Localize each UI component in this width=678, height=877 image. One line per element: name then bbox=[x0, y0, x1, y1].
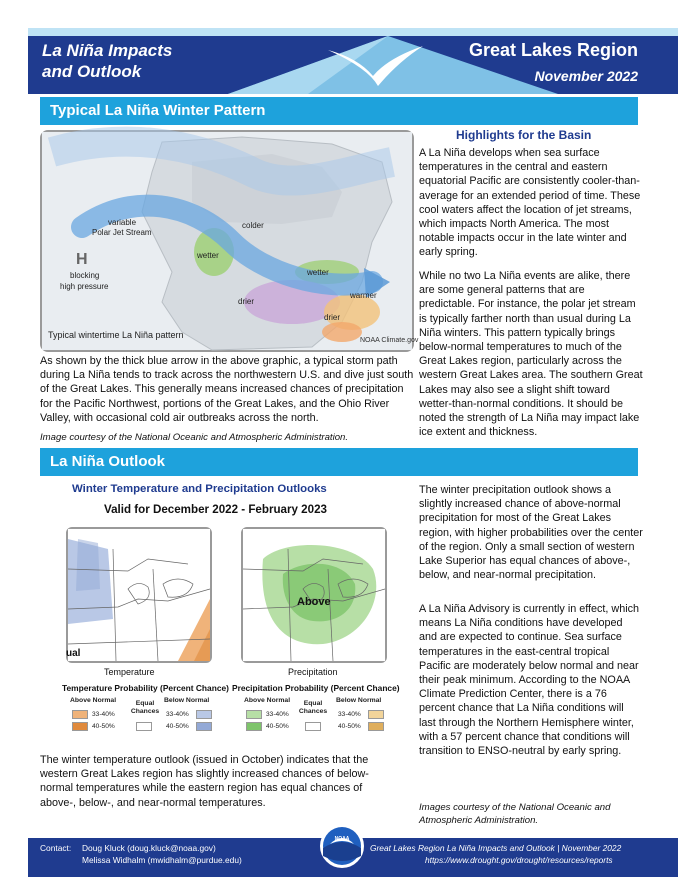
section-bar-winter-pattern: Typical La Niña Winter Pattern bbox=[40, 97, 638, 125]
temp-map-label: ual bbox=[66, 648, 81, 659]
precip-swatch-below-high bbox=[368, 722, 384, 731]
temperature-map-graphic bbox=[68, 529, 210, 661]
map-label-jet-2: Polar Jet Stream bbox=[92, 228, 152, 237]
map-credit: NOAA Climate.gov bbox=[360, 337, 419, 344]
highlights-paragraph-2: While no two La Niña events are alike, there are some general patterns that are predictable. For instance, the polar jet stream is typically farther north than usual during La Niña winters. This pattern typically brings below-normal temperatures to much of the Great Lakes region, particularly across the western Great Lakes area. The southern Great Lakes may also see a slight shift toward wetter-than-normal conditions. It should be noted the strength of La Niña may impact lake ice extent and thickness. bbox=[419, 270, 643, 439]
precip-legend-title: Precipitation Probability (Percent Chance) bbox=[232, 683, 400, 693]
temp-swatch-label-1: 33-40% bbox=[92, 711, 115, 718]
section-bar-outlook: La Niña Outlook bbox=[40, 448, 638, 476]
noaa-logo-icon bbox=[322, 826, 362, 866]
precip-swatch-label-3: 33-40% bbox=[338, 711, 361, 718]
map-label-wetter-west: wetter bbox=[197, 251, 219, 260]
map-label-warmer: warmer bbox=[350, 291, 377, 300]
header-top-stripe bbox=[28, 28, 678, 36]
precip-swatch-label-4: 40-50% bbox=[338, 723, 361, 730]
precip-outlook-paragraph-2: A La Niña Advisory is currently in effect, which means La Niña conditions have developed and are expected to continue. Sea surface temperatures in the east-central tropical Pacific are moderately below normal and near their peak minimum. According to the NOAA Climate Prediction Center, there is a 76 percent chance that La Niña conditions will last through the Northern Hemisphere winter, with a 57 percent chance that conditions will transition to ENSO-neutral by early spring. bbox=[419, 603, 640, 758]
precip-legend-equal: Equal Chances bbox=[298, 700, 328, 715]
temp-swatch-label-2: 40-50% bbox=[92, 723, 115, 730]
precip-swatch-above-high bbox=[246, 722, 262, 731]
map-label-colder: colder bbox=[242, 221, 264, 230]
la-nina-pattern-map bbox=[40, 130, 419, 352]
map-label-jet: variable bbox=[108, 218, 137, 227]
precipitation-map-graphic bbox=[243, 529, 385, 661]
map-label-drier-1: drier bbox=[238, 297, 255, 306]
contact-label: Contact: bbox=[40, 843, 72, 853]
image-credit-1: Image courtesy of the National Oceanic and Atmospheric Administration. bbox=[40, 432, 349, 443]
map-label-high-1: blocking bbox=[70, 271, 100, 280]
contact-melissa[interactable]: Melissa Widhalm (mwidhalm@purdue.edu) bbox=[82, 855, 242, 865]
map-label-wetter-east: wetter bbox=[307, 268, 329, 277]
noaa-logo bbox=[320, 824, 364, 868]
map-label-drier-2: drier bbox=[324, 313, 341, 322]
outlook-title: Winter Temperature and Precipitation Outlooks bbox=[72, 483, 327, 495]
highlights-paragraph-1: A La Niña develops when sea surface temperatures in the central and eastern equatorial Pacific are consistently cooler-than-average for an extended period of time. These cool waters affect the location of jet streams, which impacts North America. The most notable impacts occur in the late winter and early spring. bbox=[419, 147, 641, 259]
temp-swatch-below-low bbox=[196, 710, 212, 719]
precip-swatch-label-2: 40-50% bbox=[266, 723, 289, 730]
precip-swatch-above-low bbox=[246, 710, 262, 719]
temp-map-caption: Temperature bbox=[104, 667, 155, 677]
page-footer bbox=[28, 838, 678, 877]
valid-period: Valid for December 2022 - February 2023 bbox=[104, 503, 327, 516]
precip-map-label: Above bbox=[297, 596, 331, 608]
report-date: November 2022 bbox=[534, 68, 638, 84]
precip-swatch-below-low bbox=[368, 710, 384, 719]
highlights-title: Highlights for the Basin bbox=[456, 128, 592, 142]
precip-legend-below: Below Normal bbox=[336, 697, 382, 704]
precip-map-caption: Precipitation bbox=[288, 667, 338, 677]
footer-report-title: Great Lakes Region La Niña Impacts and Outlook | November 2022 bbox=[370, 843, 622, 853]
temp-legend-above: Above Normal bbox=[70, 697, 117, 704]
temp-swatch-label-3: 33-40% bbox=[166, 711, 189, 718]
temp-legend-title: Temperature Probability (Percent Chance) bbox=[62, 683, 229, 693]
footer-report-url[interactable]: https://www.drought.gov/drought/resources/reports bbox=[425, 855, 613, 865]
temp-swatch-below-high bbox=[196, 722, 212, 731]
temp-swatch-equal bbox=[136, 722, 152, 731]
temp-legend-equal: Equal Chances bbox=[130, 700, 160, 715]
precip-legend-above: Above Normal bbox=[244, 697, 291, 704]
map-label-high-2: high pressure bbox=[60, 282, 109, 291]
temp-swatch-label-4: 40-50% bbox=[166, 723, 189, 730]
map-label-high-letter: H bbox=[76, 251, 88, 268]
map-caption: Typical wintertime La Niña pattern bbox=[48, 330, 184, 340]
precip-outlook-paragraph-1: The winter precipitation outlook shows a slightly increased chance of above-normal precipitation for most of the Great Lakes region, with higher probabilities over the center of the region. Only a small section of western Lake Superior has equal chances of above-, below, and near-normal precipitation. bbox=[419, 484, 643, 582]
contact-doug[interactable]: Doug Kluck (doug.kluck@noaa.gov) bbox=[82, 843, 216, 853]
region-title: Great Lakes Region bbox=[468, 40, 638, 60]
svg-text:NOAA: NOAA bbox=[334, 836, 350, 842]
storm-path-text: As shown by the thick blue arrow in the above graphic, a typical storm path during La Niña tends to track across the northwestern U.S. and dive just south of the Great Lakes. This generally means increased chances of precipitation for the Pacific Northwest, portions of the Great Lakes, and the Ohio River Valley, with occasional cold air outbreaks across the north. bbox=[40, 355, 414, 424]
precip-swatch-equal bbox=[305, 722, 321, 731]
precipitation-outlook-map bbox=[241, 527, 387, 663]
precip-swatch-label-1: 33-40% bbox=[266, 711, 289, 718]
page-title: La Niña Impacts and Outlook bbox=[42, 41, 173, 81]
temp-legend-below: Below Normal bbox=[164, 697, 210, 704]
image-credit-2: Images courtesy of the National Oceanic and Atmospheric Administration. bbox=[419, 802, 611, 826]
temperature-outlook-map bbox=[66, 527, 212, 663]
page-header bbox=[28, 28, 678, 94]
temp-swatch-above-low bbox=[72, 710, 88, 719]
temperature-outlook-text: The winter temperature outlook (issued in October) indicates that the western Great Lakes region has slightly increased chances of below-normal temperatures while the eastern region has equal chances of above-, below-, and near-normal temperatures. bbox=[40, 754, 369, 809]
north-america-map-graphic bbox=[42, 132, 419, 350]
temp-swatch-above-high bbox=[72, 722, 88, 731]
